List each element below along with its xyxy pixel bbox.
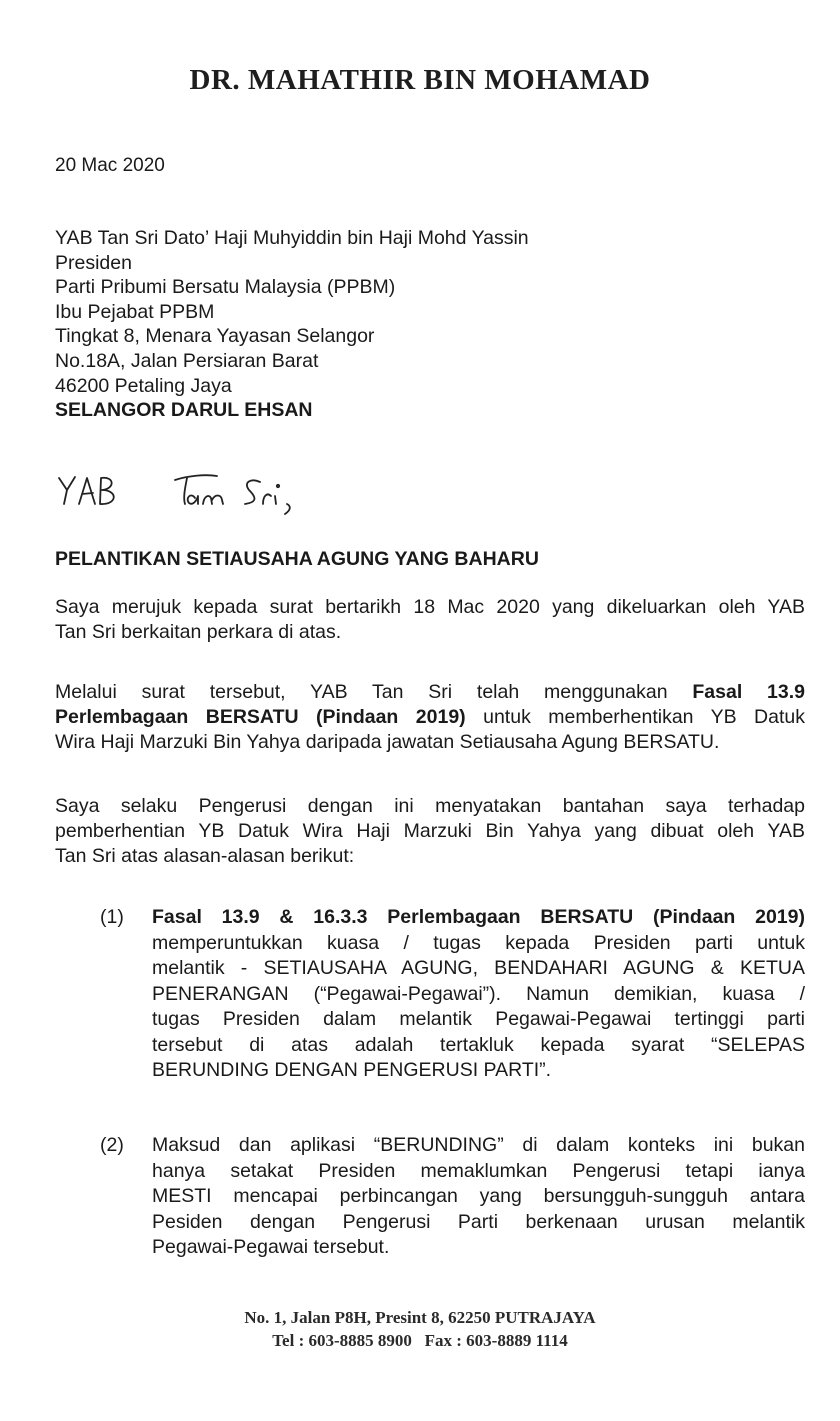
list-item-line: tersebut di atas adalah tertakluk kepada syarat “SELEPAS [152, 1033, 805, 1056]
recipient-state: SELANGOR DARUL EHSAN [55, 399, 313, 422]
list-item-bold-text: Fasal 13.9 & 16.3.3 Perlembagaan BERSATU (Pindaan 2019) [152, 906, 805, 928]
recipient-line: YAB Tan Sri Dato’ Haji Muhyiddin bin Haji Mohd Yassin [55, 227, 529, 249]
paragraph-2 [55, 680, 805, 755]
list-item-line: tugas Presiden dalam melantik Pegawai-Pegawai tertinggi parti [152, 1008, 805, 1030]
paragraph-line [55, 680, 805, 705]
recipient-line: Presiden [55, 251, 132, 274]
paragraph-bold-text: Fasal 13.9 [692, 681, 806, 703]
paragraph-line: Saya merujuk kepada surat bertarikh 18 Mac 2020 yang dikeluarkan oleh YAB [55, 596, 805, 618]
paragraph-line: Tan Sri berkaitan perkara di atas. [55, 621, 342, 643]
paragraph-bold-text: Perlembagaan BERSATU (Pindaan 2019) [55, 706, 466, 728]
list-item-line: hanya setakat Presiden memaklumkan Pengerusi tetapi ianya [152, 1159, 805, 1182]
list-item-body [152, 1133, 805, 1261]
footer-contact: Tel : 603-8885 8900 Fax : 603-8889 1114 [272, 1331, 568, 1350]
paragraph-line: Tan Sri atas alasan-alasan berikut: [55, 845, 355, 867]
paragraph-line: pemberhentian YB Datuk Wira Haji Marzuki Bin Yahya yang dibuat oleh YAB [55, 820, 805, 842]
list-item-line: Pegawai-Pegawai tersebut. [152, 1236, 390, 1258]
paragraph-line: Wira Haji Marzuki Bin Yahya daripada jawatan Setiausaha Agung BERSATU. [55, 731, 720, 753]
paragraph-1 [55, 595, 805, 645]
letter-date: 20 Mac 2020 [55, 155, 165, 176]
list-item-line: Pesiden dengan Pengerusi Parti berkenaan urusan melantik [152, 1210, 805, 1233]
list-item-line [152, 905, 805, 931]
letter-subject: PELANTIKAN SETIAUSAHA AGUNG YANG BAHARU [55, 548, 539, 570]
recipient-line: Tingkat 8, Menara Yayasan Selangor [55, 325, 375, 348]
list-item-line: MESTI mencapai perbincangan yang bersungguh-sungguh antara [152, 1185, 805, 1207]
recipient-address [55, 226, 529, 423]
footer-address: No. 1, Jalan P8H, Presint 8, 62250 PUTRAJAYA [244, 1308, 596, 1327]
list-item-body [152, 905, 805, 1084]
list-item-line: PENERANGAN (“Pegawai-Pegawai”). Namun demikian, kuasa / [152, 982, 805, 1005]
recipient-line: No.18A, Jalan Persiaran Barat [55, 349, 319, 372]
paragraph-3 [55, 794, 805, 869]
list-item-line: BERUNDING DENGAN PENGERUSI PARTI”. [152, 1059, 552, 1081]
paragraph-line [55, 705, 805, 730]
paragraph-text: untuk memberhentikan YB Datuk [465, 706, 805, 728]
handwritten-salutation [55, 460, 365, 520]
letterhead-name: DR. MAHATHIR BIN MOHAMAD [189, 64, 651, 96]
list-item-line: melantik - SETIAUSAHA AGUNG, BENDAHARI AGUNG & KETUA [152, 957, 805, 979]
recipient-line: Ibu Pejabat PPBM [55, 300, 215, 323]
recipient-line: Parti Pribumi Bersatu Malaysia (PPBM) [55, 276, 396, 299]
recipient-line: 46200 Petaling Jaya [55, 374, 232, 397]
paragraph-text: Melalui surat tersebut, YAB Tan Sri telah menggunakan [55, 681, 693, 703]
list-item-line: memperuntukkan kuasa / tugas kepada Presiden parti untuk [152, 931, 805, 954]
list-item-number: (1) [100, 906, 124, 928]
list-item-line: Maksud dan aplikasi “BERUNDING” di dalam konteks ini bukan [152, 1134, 805, 1156]
paragraph-line: Saya selaku Pengerusi dengan ini menyatakan bantahan saya terhadap [55, 795, 805, 817]
list-item-number: (2) [100, 1134, 124, 1156]
